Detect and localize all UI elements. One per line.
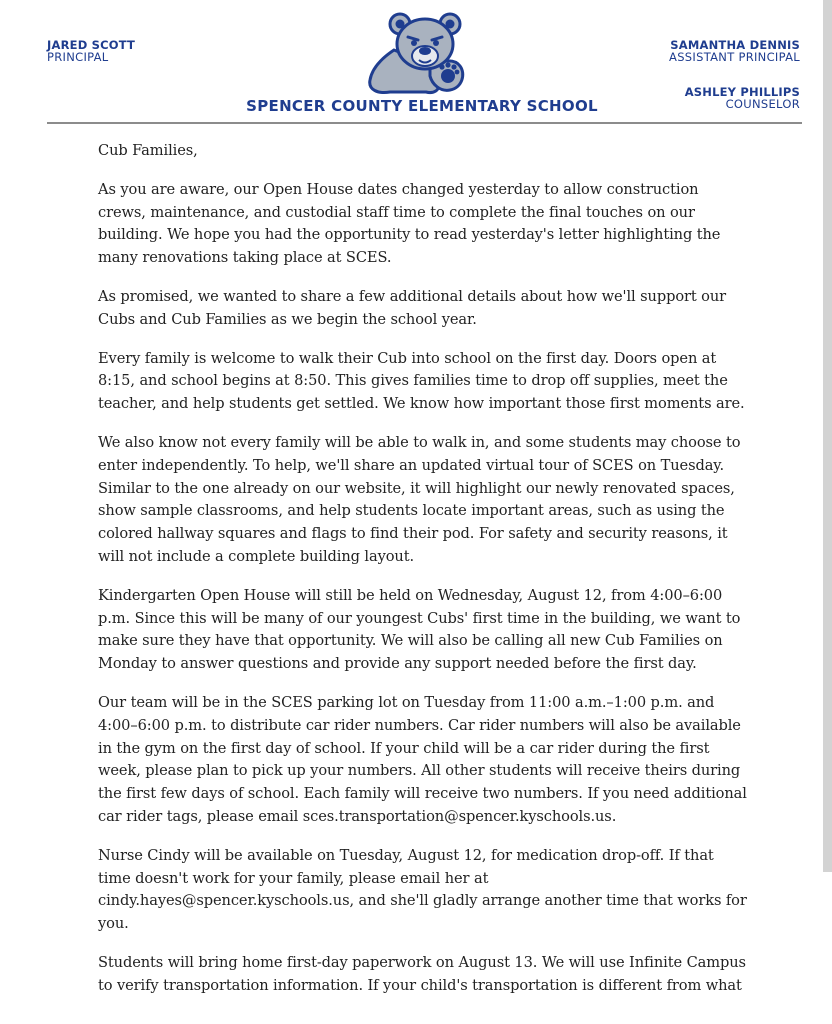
principal-title: PRINCIPAL: [47, 50, 109, 64]
paragraph: Kindergarten Open House will still be held on Wednesday, August 12, from 4:00–6:00 p.m. Since this will be many of our youngest Cubs' first time in the building, we want to make sure they have that opportunity. We will also be calling all new Cub Families on Monday to answer questions and provide any support needed before the first day.: [98, 586, 741, 673]
school-name: SPENCER COUNTY ELEMENTARY SCHOOL: [246, 97, 598, 115]
page-edge-shadow: [823, 0, 832, 872]
greeting: Cub Families,: [98, 142, 198, 159]
principal-name: JARED SCOTT: [47, 38, 136, 52]
assistant-principal-block: [669, 39, 800, 63]
paragraph: We also know not every family will be able to walk in, and some students may choose to enter independently. To help, we'll share an updated virtual tour of SCES on Tuesday. Similar to the one already on our website, it will highlight our newly renovated spaces, show sample classrooms, and help students locate important areas, such as using the colored hallway squares and flags to find their pod. For safety and security reasons, it will not include a complete building layout.: [98, 433, 741, 565]
letter-body: [98, 140, 748, 1014]
assistant-principal-name: SAMANTHA DENNIS: [670, 38, 800, 52]
assistant-principal-title: ASSISTANT PRINCIPAL: [669, 50, 800, 64]
counselor-name: ASHLEY PHILLIPS: [684, 85, 800, 99]
paragraph: Our team will be in the SCES parking lot on Tuesday from 11:00 a.m.–1:00 p.m. and 4:00–6:00 p.m. to distribute car rider numbers. Car rider numbers will also be available in the gym on the first day of school. If your child will be a car rider during the first week, please plan to pick up your numbers. All other students will receive theirs during the first few days of school. Each family will receive two numbers. If you need additional car rider tags, please email sces.transportation@spencer.kyschools.us.: [98, 693, 747, 825]
principal-block: [47, 39, 135, 63]
paragraph: Nurse Cindy will be available on Tuesday, August 12, for medication drop-off. If that time doesn't work for your family, please email her at cindy.hayes@spencer.kyschools.us, and she'll gladly arrange another time that works for you.: [98, 846, 747, 933]
paragraph: Students will bring home first-day paperwork on August 13. We will use Infinite Campus to verify transportation information. If your child's transportation is different from what: [98, 953, 746, 994]
paragraph: Every family is welcome to walk their Cub into school on the first day. Doors open at 8:15, and school begins at 8:50. This gives families time to drop off supplies, meet the teacher, and help students get settled. We know how important those first moments are.: [98, 349, 745, 413]
bear-cub-mascot-icon: [364, 10, 474, 96]
paragraph: As you are aware, our Open House dates changed yesterday to allow construction crews, maintenance, and custodial staff time to complete the final touches on our building. We hope you had the opportunity to read yesterday's letter highlighting the many renovations taking place at SCES.: [98, 180, 721, 267]
paragraph: As promised, we wanted to share a few additional details about how we'll support our Cubs and Cub Families as we begin the school year.: [98, 287, 727, 328]
counselor-title: COUNSELOR: [725, 97, 800, 111]
header-divider: [47, 122, 802, 124]
